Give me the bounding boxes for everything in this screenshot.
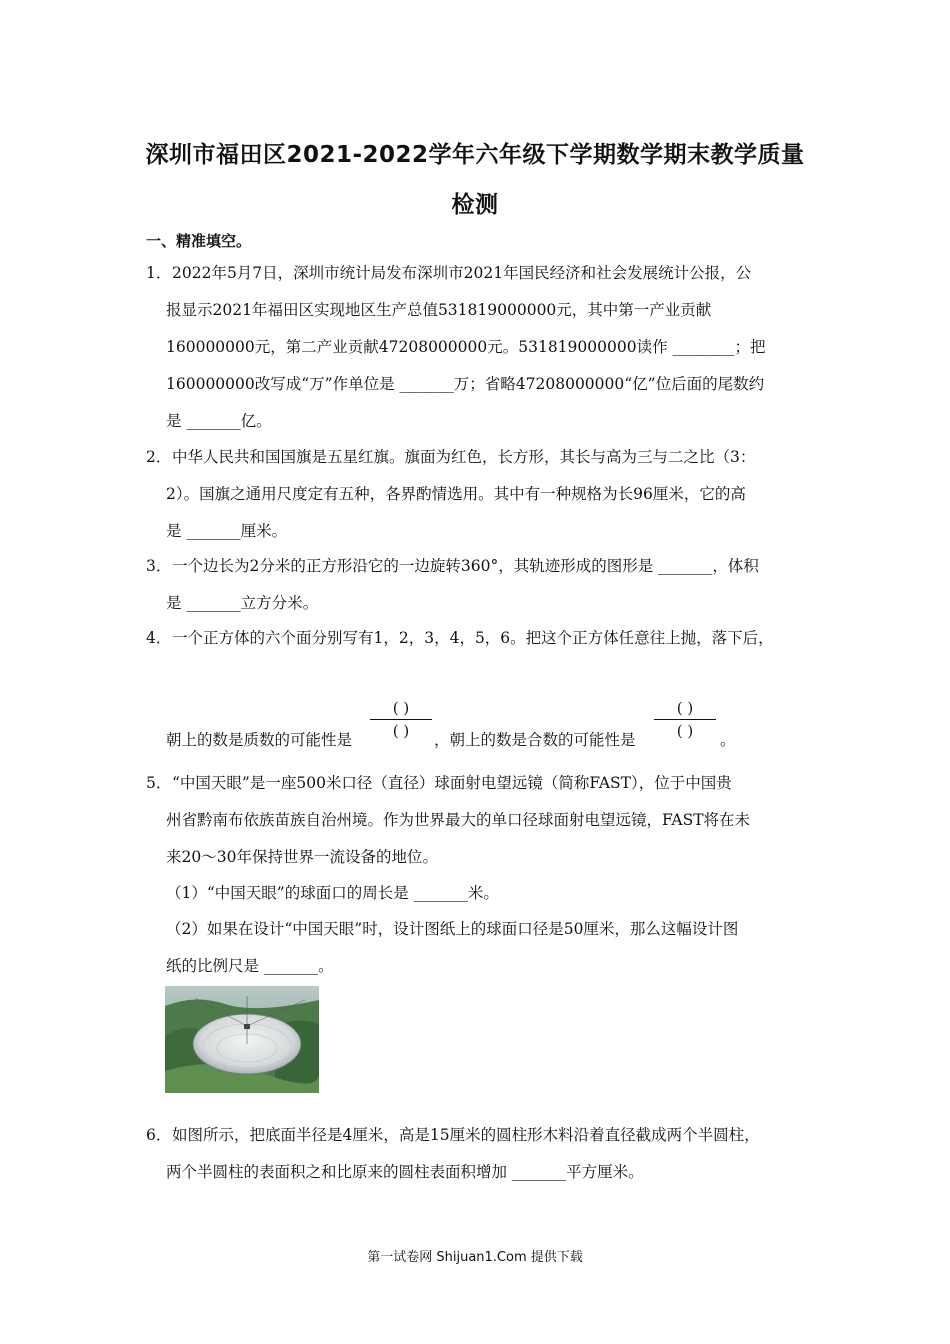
question-text: 160000000改写成“万”作单位是 _______万；省略47208000000“亿”位后面的尾数约	[166, 375, 765, 393]
page-footer: 第一试卷网 Shijuan1.Com 提供下载	[367, 1250, 583, 1265]
question-text: 。	[720, 731, 736, 749]
question-text: 如图所示，把底面半径是4厘米，高是15厘米的圆柱形木料沿着直径截成两个半圆柱，	[172, 1126, 760, 1144]
question-number: 2．	[146, 448, 172, 466]
question-number: 3．	[146, 557, 172, 575]
page-title: 深圳市福田区2021-2022学年六年级下学期数学期末教学质量	[145, 142, 805, 168]
question-text: 2）。国旗之通用尺度定有五种，各界酌情选用。其中有一种规格为长96厘米，它的高	[166, 485, 746, 503]
question-number: 6．	[146, 1126, 172, 1144]
fraction-denominator: ( )	[676, 722, 694, 740]
question-text: “中国天眼”是一座500米口径（直径）球面射电望远镜（简称FAST），位于中国贵	[172, 774, 732, 792]
page-title-continued: 检测	[451, 192, 499, 218]
fraction-blank	[652, 697, 718, 742]
question-text: 是 _______立方分米。	[166, 594, 319, 612]
question-text: 是 _______厘米。	[166, 522, 288, 540]
fraction-blank	[368, 697, 434, 742]
sub-question-text: （1）“中国天眼”的球面口的周长是 _______米。	[166, 884, 499, 902]
question-text: 中华人民共和国国旗是五星红旗。旗面为红色，长方形，其长与高为三与二之比（3：	[172, 448, 756, 466]
question-number: 5．	[146, 774, 172, 792]
question-text: 160000000元，第二产业贡献47208000000元。531819000000读作 ________；把	[166, 338, 766, 356]
section-heading: 一、精准填空。	[146, 232, 252, 250]
question-text: 州省黔南布依族苗族自治州境。作为世界最大的单口径球面射电望远镜，FAST将在未	[166, 811, 751, 829]
question-text: ，朝上的数是合数的可能性是	[434, 731, 636, 749]
question-number: 4．	[146, 629, 172, 647]
fast-telescope-photo	[165, 986, 319, 1093]
sub-question-text: 纸的比例尺是 _______。	[166, 957, 334, 975]
fraction-denominator: ( )	[392, 722, 410, 740]
question-text: 朝上的数是质数的可能性是	[166, 731, 353, 749]
telescope-illustration	[165, 986, 319, 1093]
question-text: 一个边长为2分米的正方形沿它的一边旋转360°，其轨迹形成的图形是 _______，体积	[172, 557, 759, 575]
sub-question-text: （2）如果在设计“中国天眼”时，设计图纸上的球面口径是50厘米，那么这幅设计图	[166, 920, 739, 938]
question-text: 报显示2021年福田区实现地区生产总值531819000000元，其中第一产业贡献	[166, 301, 712, 319]
question-text: 2022年5月7日，深圳市统计局发布深圳市2021年国民经济和社会发展统计公报，公	[172, 264, 752, 282]
question-text: 两个半圆柱的表面积之和比原来的圆柱表面积增加 _______平方厘米。	[166, 1163, 644, 1181]
question-number: 1．	[146, 264, 172, 282]
question-text: 一个正方体的六个面分别写有1，2，3，4，5，6。把这个正方体任意往上抛，落下后，	[172, 629, 774, 647]
fraction-numerator: ( )	[676, 699, 694, 717]
fraction-numerator: ( )	[392, 699, 410, 717]
question-text: 来20～30年保持世界一流设备的地位。	[166, 848, 438, 866]
question-text: 是 _______亿。	[166, 412, 272, 430]
